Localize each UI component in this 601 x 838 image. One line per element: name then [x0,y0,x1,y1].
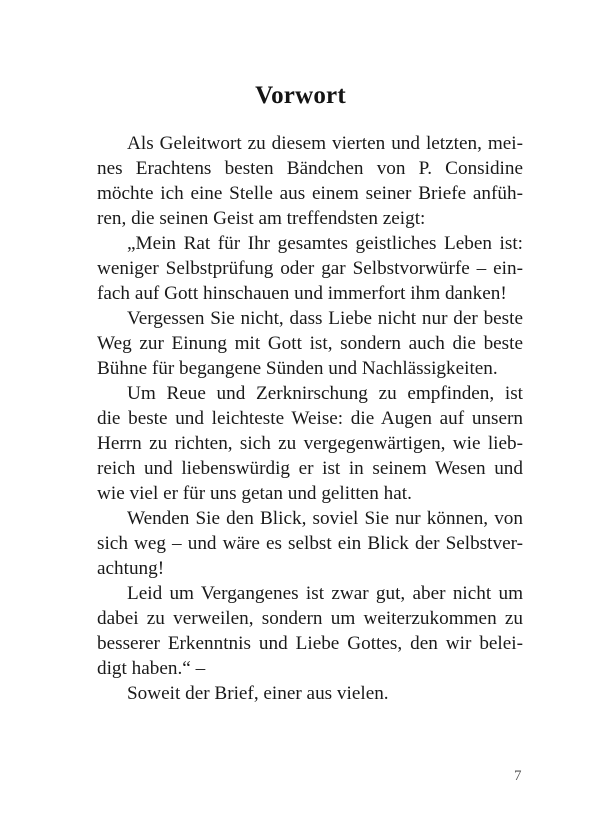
text-line: möchte ich eine Stelle aus einem seiner Briefe anfüh- [97,183,523,204]
text-line: weniger Selbstprüfung oder gar Selbstvorwürfe – ein- [97,258,523,279]
text-line: besserer Erkenntnis und Liebe Gottes, den wir belei- [97,633,523,654]
text-line: Soweit der Brief, einer aus vielen. [127,683,389,704]
paragraph [97,131,523,231]
text-line: reich und liebenswürdig er ist in seinem Wesen und [97,458,523,479]
text-line: digt haben.“ – [97,658,206,679]
text-line: Um Reue und Zerknirschung zu empfinden, ist [127,383,523,404]
paragraph [97,581,523,681]
text-line: Herrn zu richten, sich zu vergegenwärtigen, wie lieb- [97,433,523,454]
text-line: achtung! [97,558,165,579]
paragraph [97,306,523,381]
text-line: dabei zu verweilen, sondern um weiterzukommen zu [97,608,523,629]
text-line: wie viel er für uns getan und gelitten hat. [97,483,412,504]
page-title: Vorwort [255,82,346,109]
paragraph [97,681,523,706]
text-line: die beste und leichteste Weise: die Augen auf unsern [97,408,523,429]
text-line: Vergessen Sie nicht, dass Liebe nicht nur der beste [127,308,523,329]
page-number: 7 [514,768,522,784]
text-line: Weg zur Einung mit Gott ist, sondern auch die beste [97,333,523,354]
paragraph [97,231,523,306]
text-line: ren, die seinen Geist am treffendsten zeigt: [97,208,426,229]
paragraph [97,381,523,506]
text-line: sich weg – und wäre es selbst ein Blick der Selbstver- [97,533,523,554]
body-text [97,131,523,706]
text-line: fach auf Gott hinschauen und immerfort ihm danken! [97,283,507,304]
text-line: Wenden Sie den Blick, soviel Sie nur können, von [127,508,523,529]
text-line: nes Erachtens besten Bändchen von P. Considine [97,158,523,179]
text-line: Als Geleitwort zu diesem vierten und letzten, mei- [127,133,523,154]
text-line: Leid um Vergangenes ist zwar gut, aber nicht um [127,583,523,604]
text-line: Bühne für begangene Sünden und Nachlässigkeiten. [97,358,498,379]
paragraph [97,506,523,581]
text-line: „Mein Rat für Ihr gesamtes geistliches Leben ist: [127,233,523,254]
